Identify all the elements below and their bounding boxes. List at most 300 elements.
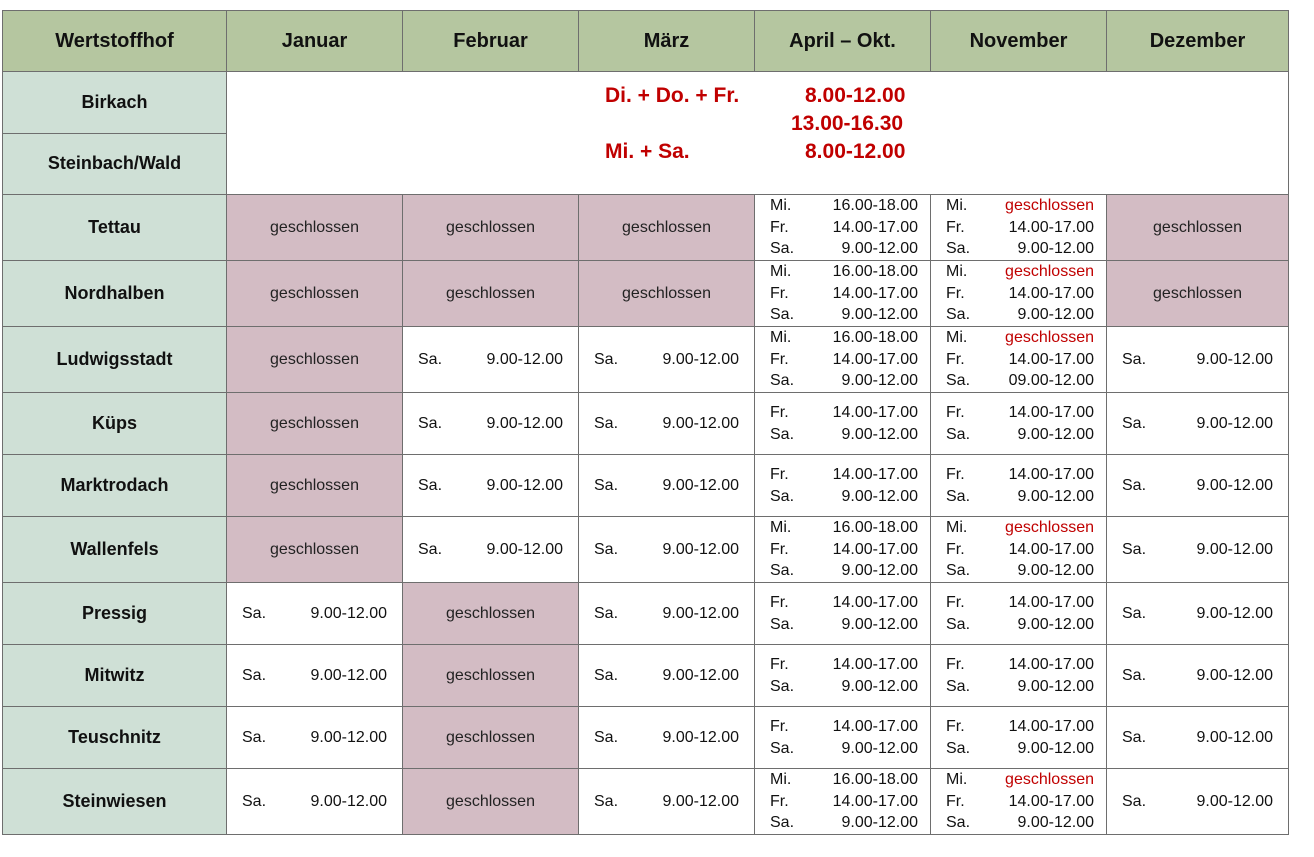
- schedule-cell-april-okt: [755, 455, 931, 517]
- time-range: 14.00-17.00: [1008, 792, 1094, 810]
- time-range: 14.00-17.00: [832, 466, 918, 483]
- schedule-line: [755, 676, 930, 698]
- time-range: 9.00-12.00: [841, 372, 918, 390]
- schedule-line: [931, 424, 1106, 446]
- weekday-label: Sa.: [594, 350, 619, 368]
- table-row: [3, 707, 1289, 769]
- time-range: 14.00-17.00: [832, 718, 918, 735]
- time-range: 9.00-12.00: [1196, 414, 1273, 432]
- shared-time-1: 8.00-12.00: [805, 84, 906, 107]
- weekday-label: Sa.: [770, 677, 795, 695]
- weekday-label: Sa.: [1122, 476, 1147, 494]
- time-range: 9.00-12.00: [662, 350, 739, 368]
- time-range: 9.00-12.00: [1017, 615, 1094, 633]
- schedule-line: [755, 195, 930, 217]
- time-range: 9.00-12.00: [1017, 562, 1094, 580]
- schedule-cell-dezember: [1107, 455, 1289, 517]
- schedule-cell-november: [931, 455, 1107, 517]
- schedule-line: [755, 716, 930, 738]
- schedule-cell-november: [931, 769, 1107, 835]
- weekday-label: Fr.: [770, 404, 789, 421]
- shared-days-2: Mi. + Sa.: [605, 140, 690, 163]
- weekday-label: Sa.: [242, 666, 267, 684]
- closed-cell-februar: geschlossen: [403, 769, 579, 835]
- weekday-label: Sa.: [418, 540, 443, 558]
- table-row: [3, 517, 1289, 583]
- time-range: 14.00-17.00: [1008, 656, 1094, 673]
- header-maerz: März: [579, 11, 755, 72]
- time-range: 9.00-12.00: [1017, 306, 1094, 324]
- weekday-label: Sa.: [946, 739, 971, 757]
- weekday-label: Fr.: [946, 594, 965, 611]
- schedule-line: [755, 791, 930, 813]
- schedule-line: [755, 539, 930, 561]
- time-range: 9.00-12.00: [1017, 739, 1094, 757]
- schedule-cell-april-okt: [755, 517, 931, 583]
- weekday-label: Sa.: [594, 728, 619, 746]
- schedule-line: [931, 261, 1106, 283]
- schedule-cell-april-okt: [755, 769, 931, 835]
- schedule-line: [1107, 349, 1288, 371]
- time-range: 14.00-17.00: [832, 792, 918, 810]
- weekday-label: Sa.: [946, 814, 971, 832]
- weekday-label: Fr.: [770, 350, 789, 368]
- schedule-cell-november: [931, 327, 1107, 393]
- time-range: 9.00-12.00: [486, 476, 563, 494]
- schedule-line: [1107, 791, 1288, 813]
- weekday-label: Fr.: [770, 792, 789, 810]
- header-januar: Januar: [227, 11, 403, 72]
- weekday-label: Sa.: [946, 306, 971, 324]
- schedule-line: [931, 539, 1106, 561]
- time-range: 14.00-17.00: [832, 404, 918, 421]
- time-range: 14.00-17.00: [832, 218, 918, 236]
- schedule-line: [755, 517, 930, 539]
- schedule-cell-november: [931, 195, 1107, 261]
- time-range: 9.00-12.00: [1196, 792, 1273, 810]
- schedule-line: [931, 676, 1106, 698]
- time-range: 9.00-12.00: [1017, 425, 1094, 443]
- weekday-label: Mi.: [770, 771, 792, 789]
- weekday-label: Fr.: [770, 656, 789, 673]
- weekday-label: Sa.: [418, 414, 443, 432]
- schedule-line: [579, 603, 754, 625]
- schedule-cell-november: [931, 261, 1107, 327]
- weekday-label: Fr.: [770, 594, 789, 611]
- weekday-label: Sa.: [770, 615, 795, 633]
- schedule-line: [755, 349, 930, 371]
- weekday-label: Sa.: [770, 240, 795, 258]
- weekday-label: Sa.: [946, 562, 971, 580]
- schedule-cell-maerz: [579, 583, 755, 645]
- time-range: 9.00-12.00: [841, 814, 918, 832]
- schedule-line: [755, 560, 930, 582]
- weekday-label: Fr.: [946, 792, 965, 810]
- row-name: Pressig: [3, 583, 227, 645]
- row-name-birkach: Birkach: [3, 72, 227, 134]
- time-range: 14.00-17.00: [1008, 594, 1094, 611]
- schedule-line: [931, 560, 1106, 582]
- table-row-birkach: [3, 72, 1289, 134]
- time-range: 9.00-12.00: [1017, 814, 1094, 832]
- weekday-label: Sa.: [946, 240, 971, 258]
- weekday-label: Fr.: [946, 218, 965, 236]
- closed-cell-januar: geschlossen: [227, 455, 403, 517]
- time-range: 9.00-12.00: [841, 677, 918, 695]
- row-name: Ludwigsstadt: [3, 327, 227, 393]
- weekday-label: Fr.: [946, 718, 965, 735]
- schedule-line: [579, 665, 754, 687]
- schedule-line: [931, 812, 1106, 834]
- schedule-line: [755, 304, 930, 326]
- time-range: 16.00-18.00: [832, 197, 918, 215]
- time-range: 9.00-12.00: [1196, 540, 1273, 558]
- schedule-line: [403, 349, 578, 371]
- time-range: 9.00-12.00: [1017, 487, 1094, 505]
- weekday-label: Mi.: [770, 519, 792, 537]
- time-range: 9.00-12.00: [841, 615, 918, 633]
- weekday-label: Sa.: [1122, 792, 1147, 810]
- opening-hours-table: [2, 10, 1289, 835]
- weekday-label: Sa.: [242, 728, 267, 746]
- schedule-line: [403, 413, 578, 435]
- weekday-label: Sa.: [770, 487, 795, 505]
- schedule-cell-januar: [227, 707, 403, 769]
- time-range: 14.00-17.00: [832, 350, 918, 368]
- closed-cell-dezember: geschlossen: [1107, 195, 1289, 261]
- schedule-cell-maerz: [579, 769, 755, 835]
- time-range: 9.00-12.00: [662, 476, 739, 494]
- schedule-line: [931, 592, 1106, 614]
- schedule-line: [931, 716, 1106, 738]
- schedule-line: [755, 261, 930, 283]
- schedule-line: [579, 727, 754, 749]
- weekday-label: Sa.: [594, 666, 619, 684]
- weekday-label: Sa.: [770, 425, 795, 443]
- schedule-cell-maerz: [579, 455, 755, 517]
- schedule-line: [579, 791, 754, 813]
- closed-cell-februar: geschlossen: [403, 583, 579, 645]
- schedule-line: [1107, 603, 1288, 625]
- schedule-cell-februar: [403, 455, 579, 517]
- time-range: 9.00-12.00: [1196, 728, 1273, 746]
- closed-label: geschlossen: [1005, 519, 1094, 537]
- schedule-line: [931, 370, 1106, 392]
- schedule-cell-januar: [227, 645, 403, 707]
- row-name: Marktrodach: [3, 455, 227, 517]
- row-name: Steinwiesen: [3, 769, 227, 835]
- row-name: Mitwitz: [3, 645, 227, 707]
- time-range: 9.00-12.00: [662, 792, 739, 810]
- time-range: 9.00-12.00: [310, 666, 387, 684]
- weekday-label: Fr.: [770, 718, 789, 735]
- weekday-label: Sa.: [946, 372, 971, 390]
- header-row: [3, 11, 1289, 72]
- schedule-line: [931, 304, 1106, 326]
- weekday-label: Sa.: [1122, 350, 1147, 368]
- schedule-line: [931, 349, 1106, 371]
- table-row: [3, 195, 1289, 261]
- closed-cell-maerz: geschlossen: [579, 195, 755, 261]
- shared-time-2: 13.00-16.30: [791, 112, 904, 135]
- schedule-line: [755, 654, 930, 676]
- schedule-cell-maerz: [579, 517, 755, 583]
- time-range: 14.00-17.00: [1008, 718, 1094, 735]
- time-range: 14.00-17.00: [1008, 540, 1094, 558]
- time-range: 9.00-12.00: [310, 728, 387, 746]
- header-dezember: Dezember: [1107, 11, 1289, 72]
- schedule-cell-februar: [403, 327, 579, 393]
- weekday-label: Fr.: [770, 218, 789, 236]
- weekday-label: Mi.: [770, 197, 792, 215]
- table-row: [3, 583, 1289, 645]
- table-row: [3, 327, 1289, 393]
- closed-cell-februar: geschlossen: [403, 707, 579, 769]
- time-range: 9.00-12.00: [1196, 666, 1273, 684]
- schedule-cell-dezember: [1107, 517, 1289, 583]
- weekday-label: Sa.: [242, 604, 267, 622]
- time-range: 9.00-12.00: [841, 240, 918, 258]
- schedule-line: [755, 327, 930, 349]
- time-range: 9.00-12.00: [310, 604, 387, 622]
- schedule-cell-november: [931, 393, 1107, 455]
- time-range: 9.00-12.00: [841, 487, 918, 505]
- schedule-cell-januar: [227, 769, 403, 835]
- schedule-line: [931, 217, 1106, 239]
- weekday-label: Sa.: [594, 414, 619, 432]
- schedule-line: [579, 539, 754, 561]
- time-range: 9.00-12.00: [662, 728, 739, 746]
- schedule-line: [755, 769, 930, 791]
- weekday-label: Fr.: [946, 656, 965, 673]
- schedule-line: [755, 738, 930, 760]
- schedule-line: [403, 475, 578, 497]
- schedule-cell-dezember: [1107, 769, 1289, 835]
- time-range: 9.00-12.00: [662, 414, 739, 432]
- weekday-label: Sa.: [946, 487, 971, 505]
- time-range: 9.00-12.00: [841, 425, 918, 443]
- weekday-label: Mi.: [770, 263, 792, 281]
- time-range: 9.00-12.00: [310, 792, 387, 810]
- schedule-line: [931, 195, 1106, 217]
- schedule-line: [931, 769, 1106, 791]
- schedule-cell-november: [931, 583, 1107, 645]
- weekday-label: Sa.: [1122, 414, 1147, 432]
- weekday-label: Mi.: [770, 329, 792, 347]
- schedule-cell-november: [931, 517, 1107, 583]
- header-wertstoffhof: Wertstoffhof: [3, 11, 227, 72]
- weekday-label: Fr.: [946, 540, 965, 558]
- schedule-cell-november: [931, 707, 1107, 769]
- schedule-line: [227, 791, 402, 813]
- weekday-label: Sa.: [418, 476, 443, 494]
- time-range: 9.00-12.00: [841, 562, 918, 580]
- schedule-line: [755, 424, 930, 446]
- time-range: 14.00-17.00: [1008, 350, 1094, 368]
- schedule-cell-februar: [403, 517, 579, 583]
- time-range: 9.00-12.00: [662, 540, 739, 558]
- schedule-line: [931, 402, 1106, 424]
- weekday-label: Sa.: [1122, 666, 1147, 684]
- schedule-line: [931, 283, 1106, 305]
- shared-days-1: Di. + Do. + Fr.: [605, 84, 740, 107]
- time-range: 14.00-17.00: [832, 656, 918, 673]
- time-range: 14.00-17.00: [1008, 466, 1094, 483]
- time-range: 14.00-17.00: [1008, 284, 1094, 302]
- weekday-label: Sa.: [770, 562, 795, 580]
- time-range: 14.00-17.00: [1008, 218, 1094, 236]
- row-name: Küps: [3, 393, 227, 455]
- closed-label: geschlossen: [1005, 329, 1094, 347]
- time-range: 14.00-17.00: [832, 284, 918, 302]
- time-range: 9.00-12.00: [486, 540, 563, 558]
- schedule-cell-november: [931, 645, 1107, 707]
- schedule-line: [931, 464, 1106, 486]
- schedule-line: [579, 413, 754, 435]
- schedule-line: [1107, 413, 1288, 435]
- row-name: Teuschnitz: [3, 707, 227, 769]
- weekday-label: Fr.: [946, 350, 965, 368]
- weekday-label: Fr.: [946, 466, 965, 483]
- weekday-label: Sa.: [418, 350, 443, 368]
- schedule-line: [403, 539, 578, 561]
- schedule-line: [755, 238, 930, 260]
- weekday-label: Sa.: [946, 615, 971, 633]
- schedule-line: [931, 517, 1106, 539]
- weekday-label: Fr.: [770, 466, 789, 483]
- time-range: 9.00-12.00: [1017, 677, 1094, 695]
- shared-schedule: [227, 72, 1289, 195]
- schedule-cell-dezember: [1107, 327, 1289, 393]
- time-range: 9.00-12.00: [841, 306, 918, 324]
- table-row: [3, 261, 1289, 327]
- table-row: [3, 645, 1289, 707]
- schedule-line: [755, 283, 930, 305]
- schedule-cell-dezember: [1107, 707, 1289, 769]
- row-name-steinbach-wald: Steinbach/Wald: [3, 133, 227, 195]
- schedule-line: [227, 603, 402, 625]
- closed-cell-januar: geschlossen: [227, 393, 403, 455]
- time-range: 16.00-18.00: [832, 329, 918, 347]
- schedule-cell-maerz: [579, 393, 755, 455]
- schedule-cell-april-okt: [755, 645, 931, 707]
- schedule-line: [931, 614, 1106, 636]
- schedule-line: [931, 486, 1106, 508]
- schedule-line: [1107, 727, 1288, 749]
- schedule-cell-april-okt: [755, 327, 931, 393]
- weekday-label: Sa.: [1122, 540, 1147, 558]
- time-range: 9.00-12.00: [486, 350, 563, 368]
- weekday-label: Fr.: [770, 284, 789, 302]
- weekday-label: Mi.: [946, 771, 968, 789]
- schedule-cell-april-okt: [755, 393, 931, 455]
- schedule-line: [1107, 665, 1288, 687]
- time-range: 9.00-12.00: [841, 739, 918, 757]
- row-name: Tettau: [3, 195, 227, 261]
- closed-cell-maerz: geschlossen: [579, 261, 755, 327]
- schedule-cell-maerz: [579, 645, 755, 707]
- shared-time-3: 8.00-12.00: [805, 140, 906, 163]
- closed-label: geschlossen: [1005, 197, 1094, 215]
- header-februar: Februar: [403, 11, 579, 72]
- time-range: 14.00-17.00: [832, 540, 918, 558]
- time-range: 16.00-18.00: [832, 263, 918, 281]
- time-range: 9.00-12.00: [662, 666, 739, 684]
- schedule-cell-februar: [403, 393, 579, 455]
- closed-cell-januar: geschlossen: [227, 327, 403, 393]
- time-range: 14.00-17.00: [1008, 404, 1094, 421]
- closed-label: geschlossen: [1005, 771, 1094, 789]
- weekday-label: Sa.: [594, 792, 619, 810]
- schedule-cell-januar: [227, 583, 403, 645]
- weekday-label: Fr.: [946, 404, 965, 421]
- schedule-line: [755, 614, 930, 636]
- weekday-label: Sa.: [770, 739, 795, 757]
- row-name: Wallenfels: [3, 517, 227, 583]
- time-range: 09.00-12.00: [1008, 372, 1094, 390]
- weekday-label: Sa.: [1122, 728, 1147, 746]
- schedule-line: [579, 475, 754, 497]
- closed-cell-januar: geschlossen: [227, 517, 403, 583]
- schedule-line: [1107, 539, 1288, 561]
- time-range: 9.00-12.00: [662, 604, 739, 622]
- weekday-label: Fr.: [946, 284, 965, 302]
- schedule-line: [579, 349, 754, 371]
- table-row: [3, 393, 1289, 455]
- weekday-label: Sa.: [770, 814, 795, 832]
- schedule-line: [755, 370, 930, 392]
- schedule-line: [755, 812, 930, 834]
- schedule-line: [227, 727, 402, 749]
- schedule-line: [931, 238, 1106, 260]
- weekday-label: Mi.: [946, 263, 968, 281]
- closed-cell-januar: geschlossen: [227, 261, 403, 327]
- weekday-label: Sa.: [770, 306, 795, 324]
- weekday-label: Sa.: [1122, 604, 1147, 622]
- closed-cell-februar: geschlossen: [403, 195, 579, 261]
- schedule-line: [931, 791, 1106, 813]
- weekday-label: Sa.: [770, 372, 795, 390]
- schedule-cell-dezember: [1107, 583, 1289, 645]
- closed-cell-februar: geschlossen: [403, 645, 579, 707]
- weekday-label: Mi.: [946, 329, 968, 347]
- schedule-cell-dezember: [1107, 645, 1289, 707]
- closed-cell-februar: geschlossen: [403, 261, 579, 327]
- schedule-cell-april-okt: [755, 707, 931, 769]
- schedule-line: [931, 654, 1106, 676]
- closed-label: geschlossen: [1005, 263, 1094, 281]
- time-range: 9.00-12.00: [1196, 604, 1273, 622]
- time-range: 14.00-17.00: [832, 594, 918, 611]
- table-row: [3, 455, 1289, 517]
- header-november: November: [931, 11, 1107, 72]
- schedule-cell-april-okt: [755, 583, 931, 645]
- schedule-line: [227, 665, 402, 687]
- table-row: [3, 769, 1289, 835]
- weekday-label: Fr.: [770, 540, 789, 558]
- time-range: 9.00-12.00: [1196, 350, 1273, 368]
- time-range: 9.00-12.00: [486, 414, 563, 432]
- row-name: Nordhalben: [3, 261, 227, 327]
- weekday-label: Sa.: [946, 425, 971, 443]
- schedule-line: [755, 464, 930, 486]
- schedule-line: [931, 738, 1106, 760]
- time-range: 9.00-12.00: [1017, 240, 1094, 258]
- weekday-label: Sa.: [594, 540, 619, 558]
- schedule-line: [931, 327, 1106, 349]
- time-range: 9.00-12.00: [1196, 476, 1273, 494]
- weekday-label: Sa.: [594, 604, 619, 622]
